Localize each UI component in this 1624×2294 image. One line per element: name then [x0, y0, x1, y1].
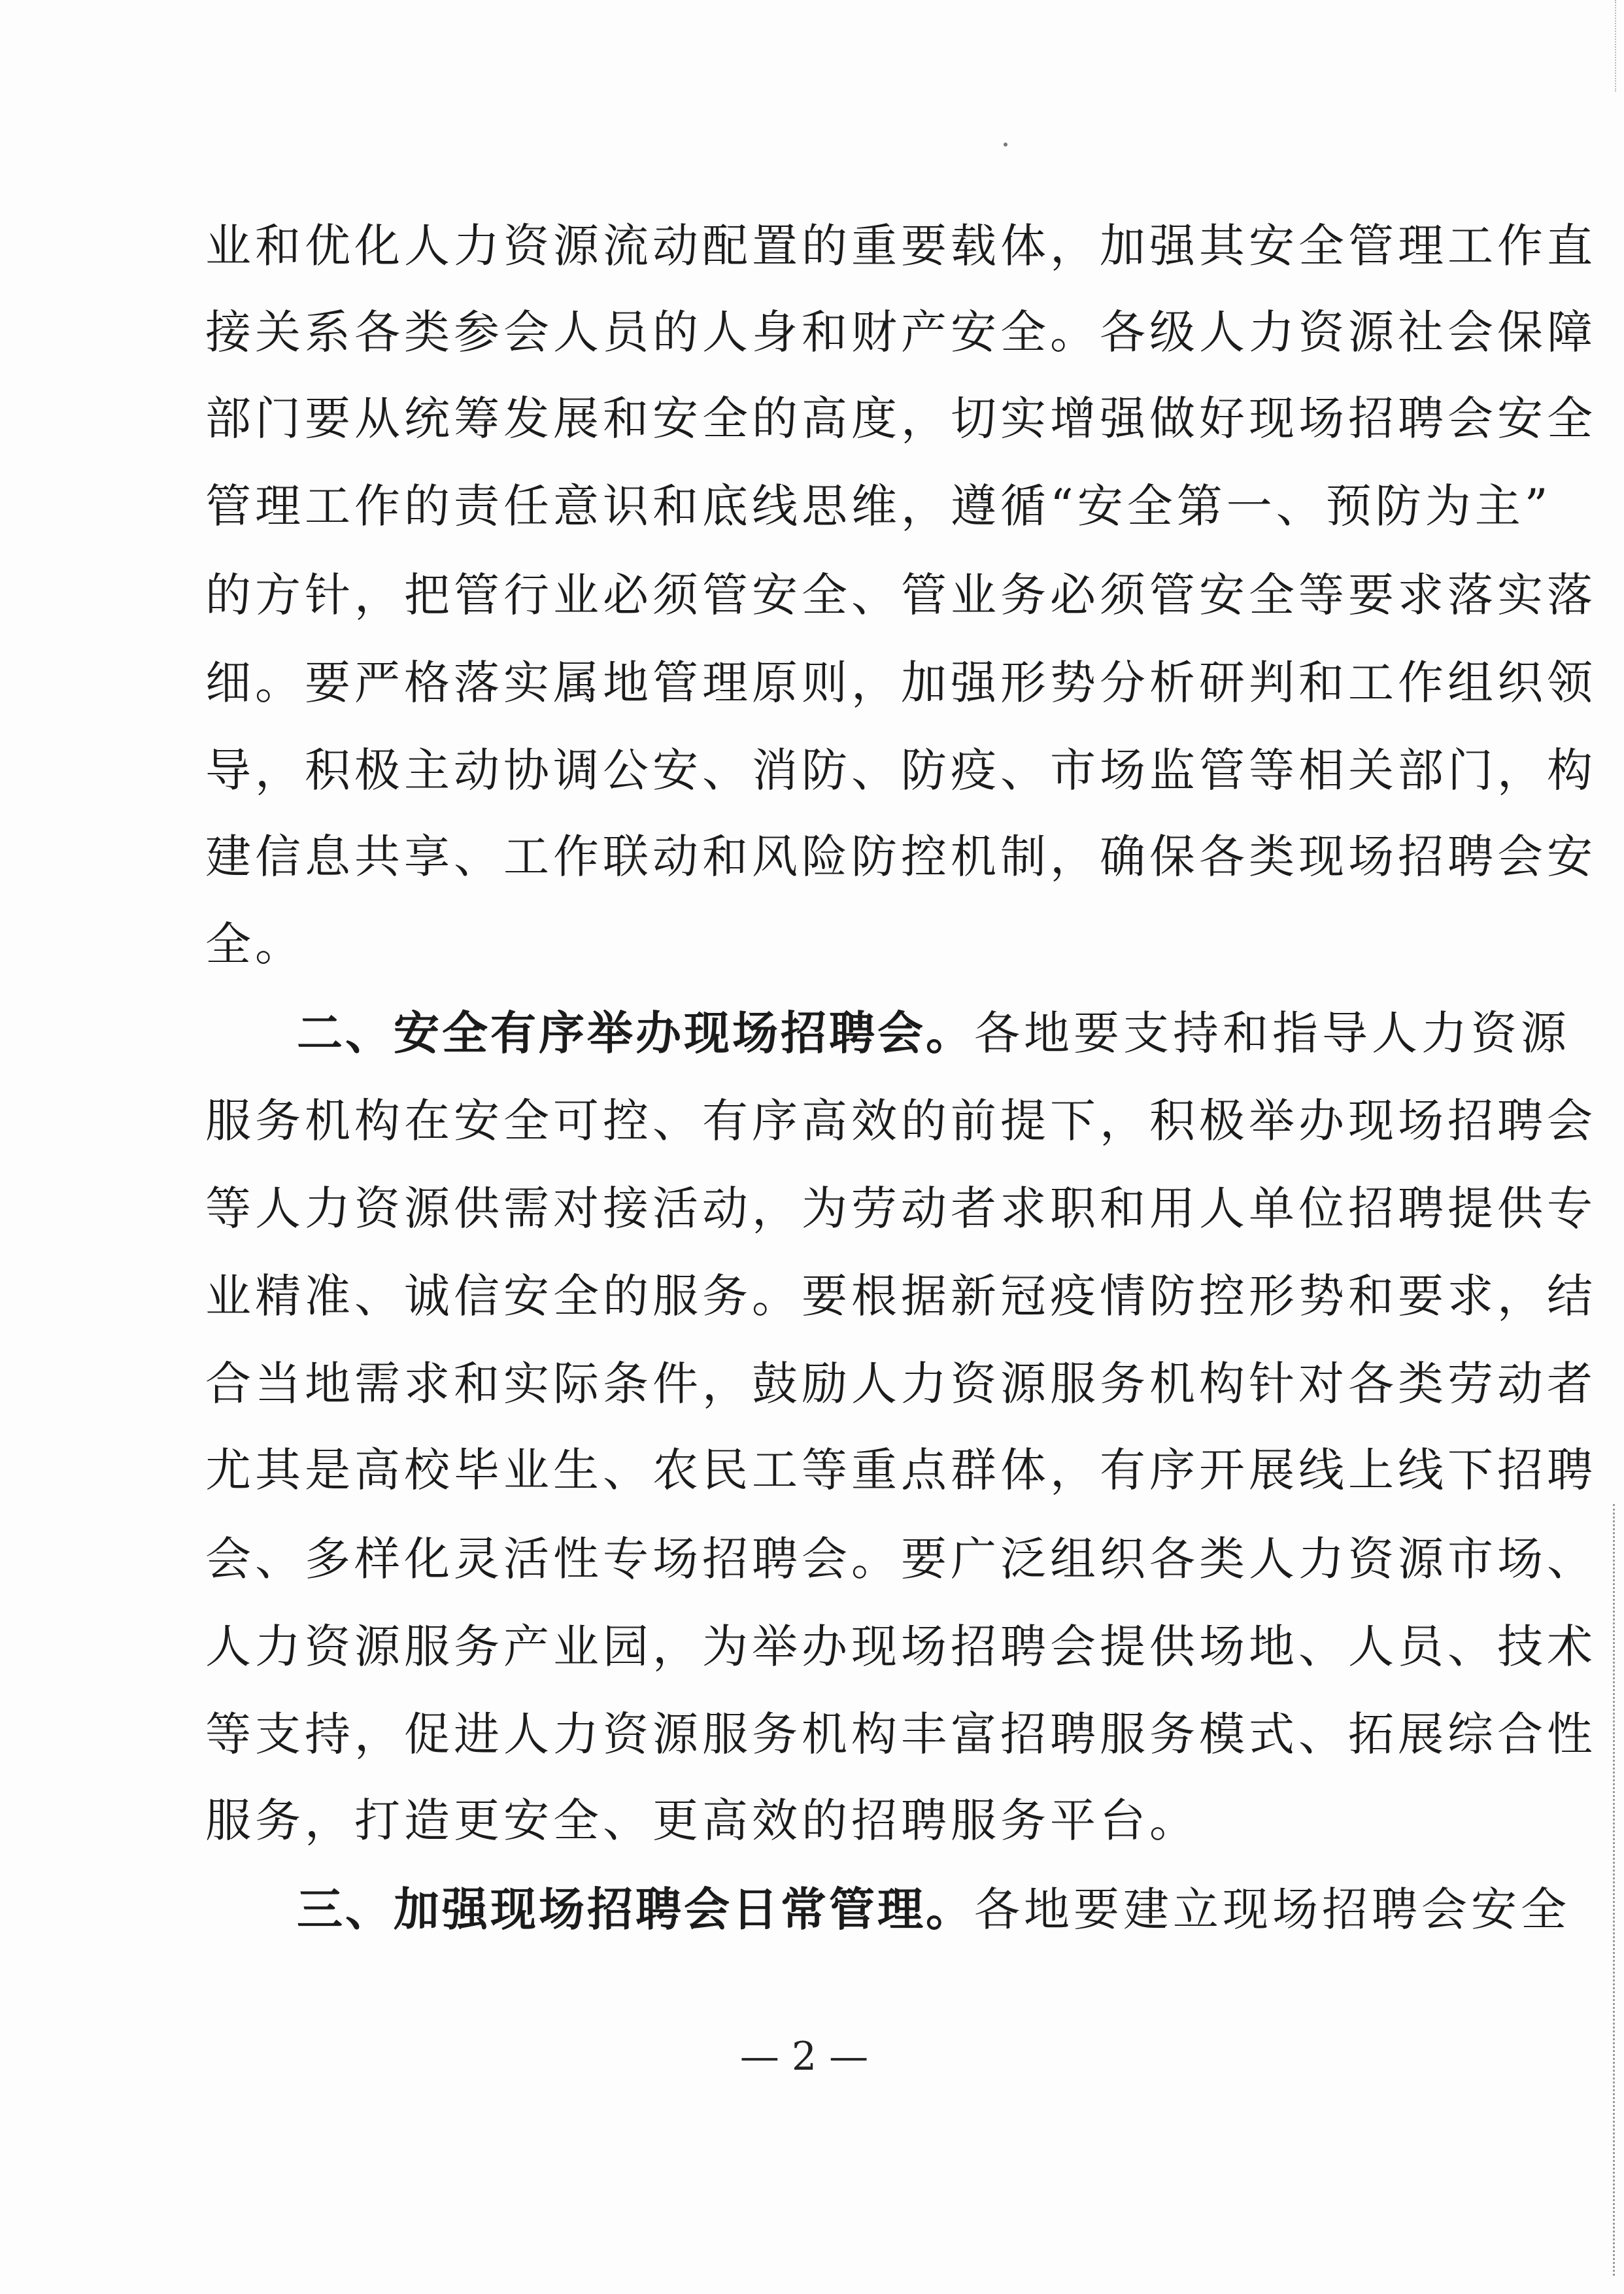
- paragraph3-line-1: [205, 1878, 1570, 1941]
- section-heading-3: 三、加强现场招聘会日常管理。: [297, 1883, 974, 1936]
- paragraph1-line-1: 业和优化人力资源流动配置的重要载体，加强其安全管理工作直: [205, 219, 1597, 273]
- paragraph1-line-7: 导，积极主动协调公安、消防、防疫、市场监管等相关部门，构: [205, 744, 1597, 797]
- scan-edge-mark-top: [1614, 0, 1616, 92]
- paragraph1-line-6: 细。要严格落实属地管理原则，加强形势分析研判和工作组织领: [205, 656, 1597, 710]
- paragraph1-line-2: 接关系各类参会人员的人身和财产安全。各级人力资源社会保障: [205, 305, 1597, 359]
- scan-edge-mark: [1611, 1504, 1615, 2276]
- paragraph2-line-8: 人力资源服务产业园，为举办现场招聘会提供场地、人员、技术: [205, 1620, 1597, 1673]
- paragraph2-line-9: 等支持，促进人力资源服务机构丰富招聘服务模式、拓展综合性: [205, 1707, 1597, 1761]
- paragraph2-line-6: 尤其是高校毕业生、农民工等重点群体，有序开展线上线下招聘: [205, 1443, 1597, 1497]
- paragraph2-line-1: [205, 1002, 1570, 1065]
- paragraph1-line-9: 全。: [205, 917, 305, 971]
- paragraph2-line-7: 会、多样化灵活性专场招聘会。要广泛组织各类人力资源市场、: [205, 1532, 1597, 1586]
- scan-speck: [1004, 143, 1007, 146]
- paragraph1-line-8: 建信息共享、工作联动和风险防控机制，确保各类现场招聘会安: [205, 830, 1597, 883]
- section-heading-2: 二、安全有序举办现场招聘会。: [297, 1006, 974, 1060]
- paragraph1-line-3: 部门要从统筹发展和安全的高度，切实增强做好现场招聘会安全: [205, 392, 1597, 445]
- paragraph3-first-line-text: 各地要建立现场招聘会安全: [974, 1883, 1570, 1936]
- paragraph1-line-5: 的方针，把管行业必须管安全、管业务必须管安全等要求落实落: [205, 568, 1597, 622]
- paragraph2-line-10: 服务，打造更安全、更高效的招聘服务平台。: [205, 1794, 1199, 1847]
- page-number: — 2 —: [739, 2034, 869, 2080]
- paragraph2-line-3: 等人力资源供需对接活动，为劳动者求职和用人单位招聘提供专: [205, 1182, 1597, 1235]
- paragraph2-line-4: 业精准、诚信安全的服务。要根据新冠疫情防控形势和要求，结: [205, 1269, 1597, 1323]
- paragraph2-line-2: 服务机构在安全可控、有序高效的前提下，积极举办现场招聘会: [205, 1094, 1597, 1148]
- paragraph1-line-4: 管理工作的责任意识和底线思维，遵循“安全第一、预防为主”: [205, 479, 1552, 533]
- paragraph2-line-5: 合当地需求和实际条件，鼓励人力资源服务机构针对各类劳动者: [205, 1357, 1597, 1411]
- paragraph2-first-line-text: 各地要支持和指导人力资源: [974, 1006, 1570, 1060]
